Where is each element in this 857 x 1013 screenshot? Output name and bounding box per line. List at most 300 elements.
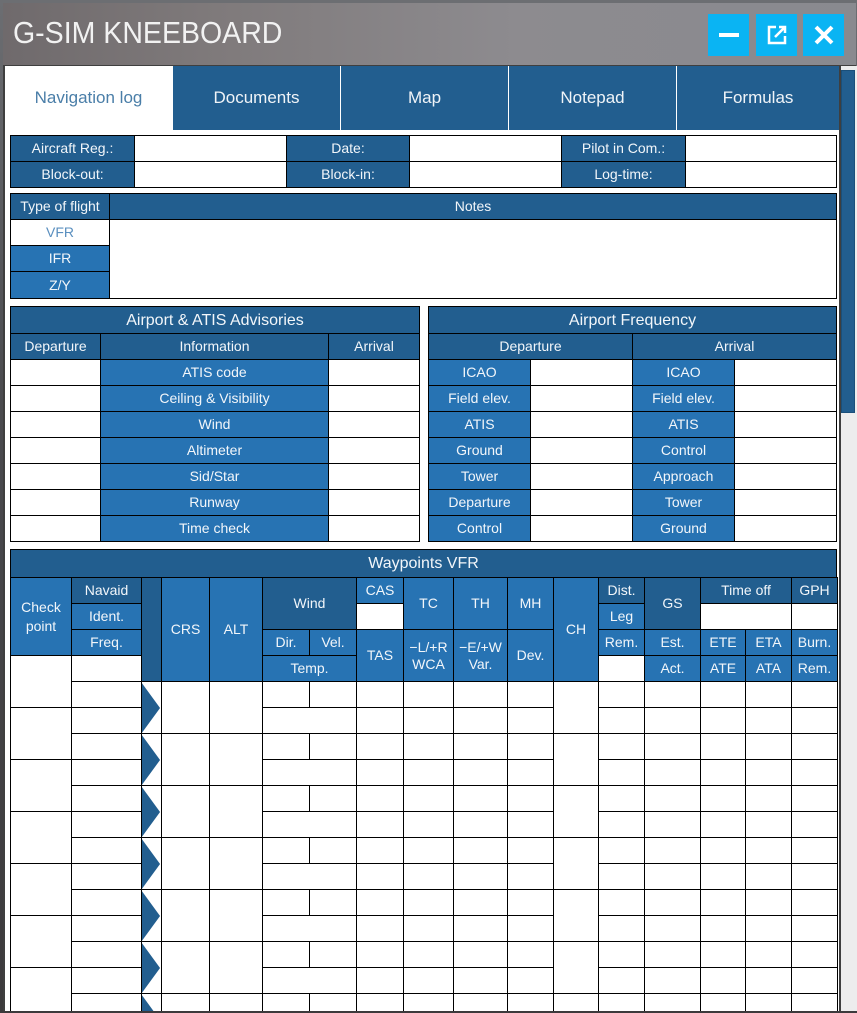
freq-arrival-input[interactable] — [734, 437, 837, 464]
waypoint-cell-eta[interactable] — [745, 941, 792, 968]
navaid-input[interactable] — [71, 811, 142, 838]
pilot-in-command-input[interactable] — [685, 135, 837, 162]
crs-input[interactable] — [161, 837, 210, 890]
checkpoint-input[interactable] — [10, 759, 72, 812]
wind-dir-input[interactable] — [262, 889, 310, 916]
atis-arrival-input[interactable] — [328, 463, 420, 490]
freq-departure-label: ATIS — [428, 411, 531, 438]
alt-input[interactable] — [209, 941, 263, 994]
freq-arrival-label: Control — [632, 437, 735, 464]
ch-input[interactable] — [553, 837, 599, 890]
waypoint-cell-tc[interactable] — [403, 993, 454, 1011]
leg-arrow-icon — [141, 889, 162, 942]
atis-departure-input[interactable] — [10, 515, 101, 542]
atis-departure-input[interactable] — [10, 385, 101, 412]
waypoint-cell-di[interactable] — [598, 707, 645, 734]
wind-vel-input[interactable] — [309, 837, 357, 864]
alt-header: ALT — [209, 577, 263, 682]
tab-documents[interactable]: Documents — [172, 66, 340, 130]
gs-est-header: Est. — [644, 629, 701, 656]
checkpoint-input[interactable] — [10, 811, 72, 864]
alt-input[interactable] — [209, 837, 263, 890]
waypoint-cell-ete[interactable] — [700, 733, 746, 760]
waypoint-cell-th[interactable] — [453, 681, 508, 708]
waypoint-cell-mh[interactable] — [507, 837, 554, 864]
navaid-header: Navaid — [71, 577, 142, 604]
navaid-input[interactable] — [71, 889, 142, 916]
waypoint-cell-di[interactable] — [598, 837, 645, 864]
ch-input[interactable] — [553, 993, 599, 1011]
atis-departure-input[interactable] — [10, 489, 101, 516]
wind-vel-input[interactable] — [309, 941, 357, 968]
waypoint-cell-ete[interactable] — [700, 889, 746, 916]
checkpoint-input[interactable] — [10, 707, 72, 760]
waypoint-cell-gs[interactable] — [644, 993, 701, 1011]
waypoint-cell-ete[interactable] — [700, 811, 746, 838]
atis-departure-input[interactable] — [10, 463, 101, 490]
checkpoint-input[interactable] — [10, 915, 72, 968]
flight-type-vfr[interactable]: VFR — [10, 219, 110, 246]
waypoint-cell-cas[interactable] — [356, 681, 404, 708]
crs-input[interactable] — [161, 681, 210, 734]
waypoint-cell-gph[interactable] — [791, 785, 838, 812]
freq-arrival-input[interactable] — [734, 489, 837, 516]
leg-arrow-icon — [141, 681, 162, 734]
tab-navigation-log[interactable]: Navigation log — [5, 66, 172, 130]
var-header — [453, 629, 508, 682]
atis-arrival-input[interactable] — [328, 515, 420, 542]
ident-header: Ident. — [71, 603, 142, 630]
freq-departure-input[interactable] — [530, 515, 633, 542]
gs-act-header: Act. — [644, 655, 701, 682]
waypoint-cell-gph[interactable] — [791, 811, 838, 838]
waypoint-cell-ete[interactable] — [700, 915, 746, 942]
waypoint-cell-gs[interactable] — [644, 681, 701, 708]
close-button[interactable] — [803, 14, 844, 56]
waypoint-cell-gs[interactable] — [644, 707, 701, 734]
leg-arrow-icon — [141, 733, 162, 786]
temp-input[interactable] — [262, 967, 357, 994]
waypoint-cell-eta[interactable] — [745, 863, 792, 890]
waypoint-cell-tc[interactable] — [403, 967, 454, 994]
ete-header: ETE — [700, 629, 746, 656]
wind-vel-input[interactable] — [309, 733, 357, 760]
waypoint-cell-ete[interactable] — [700, 837, 746, 864]
waypoint-cell-th[interactable] — [453, 967, 508, 994]
leg-header: Leg — [598, 603, 645, 630]
waypoint-cell-tc[interactable] — [403, 811, 454, 838]
waypoint-cell-th[interactable] — [453, 993, 508, 1011]
crs-header: CRS — [161, 577, 210, 682]
waypoint-cell-ete[interactable] — [700, 863, 746, 890]
waypoint-cell-gs[interactable] — [644, 863, 701, 890]
waypoint-cell-th[interactable] — [453, 941, 508, 968]
waypoint-cell-ete[interactable] — [700, 759, 746, 786]
waypoint-cell-mh[interactable] — [507, 785, 554, 812]
wca-sign-label: −L/+R — [409, 638, 448, 655]
freq-departure-input[interactable] — [530, 385, 633, 412]
waypoint-cell-mh[interactable] — [507, 941, 554, 968]
waypoint-cell-eta[interactable] — [745, 707, 792, 734]
freq-arrival-input[interactable] — [734, 411, 837, 438]
leg-arrow-icon — [141, 785, 162, 838]
navaid-input[interactable] — [71, 733, 142, 760]
waypoint-cell-tc[interactable] — [403, 733, 454, 760]
kneeboard-window — [3, 3, 856, 1011]
pilot-in-command-label: Pilot in Com.: — [561, 135, 686, 162]
wind-dir-input[interactable] — [262, 941, 310, 968]
wind-vel-input[interactable] — [309, 681, 357, 708]
navaid-input[interactable] — [71, 915, 142, 942]
atis-arrival-input[interactable] — [328, 385, 420, 412]
waypoint-cell-tc[interactable] — [403, 759, 454, 786]
waypoint-cell-gph[interactable] — [791, 837, 838, 864]
waypoint-cell-cas[interactable] — [356, 707, 404, 734]
wind-dir-input[interactable] — [262, 733, 310, 760]
eta-header: ETA — [745, 629, 792, 656]
waypoint-cell-th[interactable] — [453, 707, 508, 734]
waypoint-cell-gph[interactable] — [791, 889, 838, 916]
alt-input[interactable] — [209, 681, 263, 734]
alt-input[interactable] — [209, 993, 263, 1011]
waypoint-cell-th[interactable] — [453, 837, 508, 864]
freq-arrival-input[interactable] — [734, 463, 837, 490]
navaid-input[interactable] — [71, 863, 142, 890]
navaid-input[interactable] — [71, 759, 142, 786]
navaid-input[interactable] — [71, 941, 142, 968]
ata-header: ATA — [745, 655, 792, 682]
frequency-departure-header: Departure — [428, 333, 633, 360]
waypoint-cell-th[interactable] — [453, 915, 508, 942]
scrollbar-track[interactable] — [841, 66, 857, 1011]
tab-bar — [5, 66, 839, 130]
waypoint-cell-tc[interactable] — [403, 681, 454, 708]
waypoint-cell-gs[interactable] — [644, 941, 701, 968]
waypoints-title: Waypoints VFR — [10, 549, 837, 578]
waypoint-cell-th[interactable] — [453, 811, 508, 838]
flight-type-zy[interactable]: Z/Y — [10, 271, 110, 299]
aircraft-reg-input[interactable] — [134, 135, 287, 162]
external-window-icon — [766, 24, 788, 46]
flight-type-ifr[interactable]: IFR — [10, 245, 110, 272]
waypoint-cell-th[interactable] — [453, 785, 508, 812]
waypoint-cell-gph[interactable] — [791, 681, 838, 708]
waypoint-cell-eta[interactable] — [745, 811, 792, 838]
waypoint-cell-cas[interactable] — [356, 915, 404, 942]
ch-input[interactable] — [553, 941, 599, 994]
waypoint-cell-gph[interactable] — [791, 993, 838, 1011]
gph-input[interactable] — [791, 603, 838, 630]
waypoint-cell-gs[interactable] — [644, 915, 701, 942]
wind-dir-input[interactable] — [262, 681, 310, 708]
temp-input[interactable] — [262, 915, 357, 942]
waypoint-cell-cas[interactable] — [356, 785, 404, 812]
freq-arrival-input[interactable] — [734, 385, 837, 412]
waypoint-cell-gph[interactable] — [791, 863, 838, 890]
dist-header: Dist. — [598, 577, 645, 604]
freq-arrival-input[interactable] — [734, 515, 837, 542]
freq-departure-input[interactable] — [530, 411, 633, 438]
gph-header: GPH — [791, 577, 838, 604]
leg-arrow-icon — [141, 941, 162, 994]
temp-input[interactable] — [262, 759, 357, 786]
waypoint-cell-ete[interactable] — [700, 785, 746, 812]
waypoint-cell-th[interactable] — [453, 863, 508, 890]
atis-departure-input[interactable] — [10, 359, 101, 386]
dist-rem-input[interactable] — [598, 655, 645, 682]
ate-header: ATE — [700, 655, 746, 682]
waypoint-cell-di[interactable] — [598, 759, 645, 786]
waypoint-cell-cas[interactable] — [356, 993, 404, 1011]
navaid-input[interactable] — [71, 967, 142, 994]
checkpoint-input[interactable] — [10, 863, 72, 916]
temp-input[interactable] — [262, 863, 357, 890]
waypoint-cell-di[interactable] — [598, 889, 645, 916]
alt-input[interactable] — [209, 785, 263, 838]
waypoint-cell-ete[interactable] — [700, 993, 746, 1011]
waypoint-cell-cas[interactable] — [356, 733, 404, 760]
waypoint-cell-gph[interactable] — [791, 707, 838, 734]
navaid-input[interactable] — [71, 655, 142, 682]
navaid-input[interactable] — [71, 681, 142, 708]
leg-arrow-icon — [141, 837, 162, 890]
waypoint-cell-gs[interactable] — [644, 811, 701, 838]
wind-vel-input[interactable] — [309, 889, 357, 916]
block-out-input[interactable] — [134, 161, 287, 188]
close-icon — [813, 24, 835, 46]
freq-departure-label: Ground — [428, 437, 531, 464]
waypoint-cell-gph[interactable] — [791, 733, 838, 760]
atis-departure-input[interactable] — [10, 437, 101, 464]
waypoint-cell-cas[interactable] — [356, 811, 404, 838]
kneeboard-content — [5, 66, 839, 1011]
crs-input[interactable] — [161, 733, 210, 786]
waypoint-cell-cas[interactable] — [356, 863, 404, 890]
checkpoint-input[interactable] — [10, 967, 72, 1011]
navaid-input[interactable] — [71, 707, 142, 734]
wind-dir-input[interactable] — [262, 993, 310, 1011]
waypoint-cell-tc[interactable] — [403, 915, 454, 942]
atis-departure-header: Departure — [10, 333, 101, 360]
burn-header: Burn. — [791, 629, 838, 656]
waypoint-cell-eta[interactable] — [745, 785, 792, 812]
waypoint-cell-eta[interactable] — [745, 967, 792, 994]
waypoint-cell-di[interactable] — [598, 941, 645, 968]
waypoint-cell-tc[interactable] — [403, 941, 454, 968]
freq-arrival-label: Approach — [632, 463, 735, 490]
waypoint-cell-di[interactable] — [598, 811, 645, 838]
block-in-input[interactable] — [409, 161, 562, 188]
notes-header: Notes — [109, 193, 837, 220]
gs-header: GS — [644, 577, 701, 630]
waypoint-cell-cas[interactable] — [356, 941, 404, 968]
crs-input[interactable] — [161, 941, 210, 994]
atis-info-label: Wind — [100, 411, 329, 438]
waypoint-cell-th[interactable] — [453, 733, 508, 760]
frequency-arrival-header: Arrival — [632, 333, 837, 360]
wind-vel-header: Vel. — [309, 629, 357, 656]
date-input[interactable] — [409, 135, 562, 162]
crs-input[interactable] — [161, 785, 210, 838]
wind-dir-input[interactable] — [262, 837, 310, 864]
waypoint-cell-gs[interactable] — [644, 785, 701, 812]
waypoint-cell-di[interactable] — [598, 993, 645, 1011]
freq-departure-label: Departure — [428, 489, 531, 516]
waypoint-cell-gs[interactable] — [644, 837, 701, 864]
waypoint-cell-eta[interactable] — [745, 759, 792, 786]
wca-header — [403, 629, 454, 682]
waypoint-cell-tc[interactable] — [403, 707, 454, 734]
waypoint-cell-di[interactable] — [598, 785, 645, 812]
waypoint-cell-ete[interactable] — [700, 941, 746, 968]
waypoint-cell-ete[interactable] — [700, 967, 746, 994]
alt-input[interactable] — [209, 889, 263, 942]
waypoint-cell-cas[interactable] — [356, 889, 404, 916]
temp-header: Temp. — [262, 655, 357, 682]
alt-input[interactable] — [209, 733, 263, 786]
waypoint-cell-gs[interactable] — [644, 733, 701, 760]
window-title: G-SIM KNEEBOARD — [13, 15, 283, 50]
atis-arrival-input[interactable] — [328, 437, 420, 464]
waypoint-cell-eta[interactable] — [745, 915, 792, 942]
waypoint-cell-th[interactable] — [453, 759, 508, 786]
waypoint-cell-cas[interactable] — [356, 759, 404, 786]
waypoint-cell-mh[interactable] — [507, 889, 554, 916]
block-out-label: Block-out: — [10, 161, 135, 188]
freq-departure-input[interactable] — [530, 463, 633, 490]
wind-vel-input[interactable] — [309, 785, 357, 812]
waypoint-cell-cas[interactable] — [356, 837, 404, 864]
crs-input[interactable] — [161, 993, 210, 1011]
waypoint-cell-tc[interactable] — [403, 837, 454, 864]
tab-notepad[interactable]: Notepad — [508, 66, 676, 130]
waypoint-cell-di[interactable] — [598, 733, 645, 760]
waypoint-cell-eta[interactable] — [745, 837, 792, 864]
navaid-input[interactable] — [71, 993, 142, 1011]
navaid-input[interactable] — [71, 837, 142, 864]
waypoint-cell-gs[interactable] — [644, 889, 701, 916]
minimize-button[interactable] — [708, 14, 749, 56]
gph-rem-header: Rem. — [791, 655, 838, 682]
ch-input[interactable] — [553, 681, 599, 734]
atis-arrival-header: Arrival — [328, 333, 420, 360]
waypoint-cell-tc[interactable] — [403, 889, 454, 916]
waypoint-cell-di[interactable] — [598, 915, 645, 942]
waypoint-cell-gs[interactable] — [644, 967, 701, 994]
freq-departure-label: ICAO — [428, 359, 531, 386]
temp-input[interactable] — [262, 707, 357, 734]
waypoint-cell-ete[interactable] — [700, 707, 746, 734]
waypoint-cell-eta[interactable] — [745, 993, 792, 1011]
waypoint-cell-mh[interactable] — [507, 811, 554, 838]
cas-header: CAS — [356, 577, 404, 604]
waypoint-cell-gph[interactable] — [791, 759, 838, 786]
waypoint-cell-di[interactable] — [598, 863, 645, 890]
atis-arrival-input[interactable] — [328, 359, 420, 386]
ch-input[interactable] — [553, 785, 599, 838]
ch-input[interactable] — [553, 733, 599, 786]
waypoint-cell-ete[interactable] — [700, 681, 746, 708]
waypoint-cell-mh[interactable] — [507, 863, 554, 890]
waypoint-cell-eta[interactable] — [745, 681, 792, 708]
waypoint-cell-tc[interactable] — [403, 785, 454, 812]
waypoint-cell-di[interactable] — [598, 967, 645, 994]
atis-departure-input[interactable] — [10, 411, 101, 438]
checkpoint-input[interactable] — [10, 655, 72, 708]
waypoint-cell-gs[interactable] — [644, 759, 701, 786]
waypoint-cell-cas[interactable] — [356, 967, 404, 994]
tc-header: TC — [403, 577, 454, 630]
waypoint-cell-eta[interactable] — [745, 889, 792, 916]
notes-input[interactable] — [109, 219, 837, 299]
waypoint-cell-eta[interactable] — [745, 733, 792, 760]
wca-label: WCA — [412, 655, 445, 672]
freq-departure-label: Tower — [428, 463, 531, 490]
ch-input[interactable] — [553, 889, 599, 942]
waypoint-cell-mh[interactable] — [507, 915, 554, 942]
cas-input[interactable] — [356, 603, 404, 630]
waypoint-cell-gph[interactable] — [791, 967, 838, 994]
freq-arrival-label: Field elev. — [632, 385, 735, 412]
atis-information-header: Information — [100, 333, 329, 360]
waypoint-cell-mh[interactable] — [507, 759, 554, 786]
waypoint-cell-di[interactable] — [598, 681, 645, 708]
waypoint-cell-gph[interactable] — [791, 941, 838, 968]
waypoint-cell-mh[interactable] — [507, 707, 554, 734]
freq-departure-label: Control — [428, 515, 531, 542]
temp-input[interactable] — [262, 811, 357, 838]
freq-arrival-input[interactable] — [734, 359, 837, 386]
rem-header: Rem. — [598, 629, 645, 656]
ch-header: CH — [553, 577, 599, 682]
aircraft-reg-label: Aircraft Reg.: — [10, 135, 135, 162]
wind-vel-input[interactable] — [309, 993, 357, 1011]
navaid-input[interactable] — [71, 785, 142, 812]
log-time-label: Log-time: — [561, 161, 686, 188]
log-time-input[interactable] — [685, 161, 837, 188]
waypoint-cell-mh[interactable] — [507, 681, 554, 708]
wind-dir-input[interactable] — [262, 785, 310, 812]
atis-arrival-input[interactable] — [328, 411, 420, 438]
freq-departure-label: Field elev. — [428, 385, 531, 412]
title-bar[interactable] — [3, 3, 856, 65]
checkpoint-header: Check point — [10, 577, 72, 656]
atis-arrival-input[interactable] — [328, 489, 420, 516]
atis-info-label: ATIS code — [100, 359, 329, 386]
waypoint-cell-th[interactable] — [453, 889, 508, 916]
freq-departure-input[interactable] — [530, 359, 633, 386]
tab-formulas[interactable]: Formulas — [676, 66, 839, 130]
freq-departure-input[interactable] — [530, 489, 633, 516]
freq-departure-input[interactable] — [530, 437, 633, 464]
waypoint-cell-tc[interactable] — [403, 863, 454, 890]
waypoint-cell-mh[interactable] — [507, 993, 554, 1011]
tab-map[interactable]: Map — [340, 66, 508, 130]
crs-input[interactable] — [161, 889, 210, 942]
waypoint-cell-mh[interactable] — [507, 733, 554, 760]
time-off-input[interactable] — [700, 603, 792, 630]
waypoint-cell-gph[interactable] — [791, 915, 838, 942]
freq-arrival-label: Ground — [632, 515, 735, 542]
scrollbar-thumb[interactable] — [841, 70, 855, 413]
waypoint-cell-mh[interactable] — [507, 967, 554, 994]
popout-button[interactable] — [756, 14, 797, 56]
wind-dir-header: Dir. — [262, 629, 310, 656]
leg-arrow-header — [141, 577, 162, 682]
atis-info-label: Altimeter — [100, 437, 329, 464]
time-off-header: Time off — [700, 577, 792, 604]
var-label: Var. — [468, 655, 493, 672]
